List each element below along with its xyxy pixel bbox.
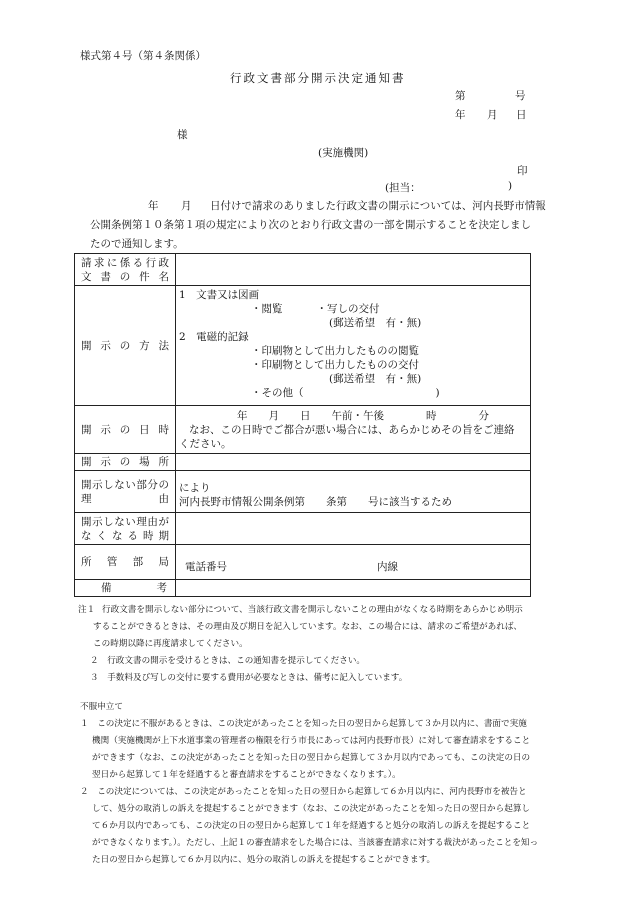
- method-item-2-other: ・その他（ ): [251, 387, 440, 399]
- method-item-1-mail: (郵送希望 有・無): [329, 317, 422, 329]
- appeal-2-line-2: して、処分の取消しの訴えを提起することができます（なお、この決定があったことを知った日の翌日から起算し: [92, 804, 531, 814]
- addressee-honorific: 様: [177, 129, 188, 141]
- intro-line-2: 公開条例第１０条第１項の規定により次のとおり行政文書の一部を開示することを決定しまし: [90, 219, 531, 231]
- row-subject: [75, 254, 531, 286]
- date-year: 年: [455, 109, 466, 121]
- method-item-2-view: ・印刷物として出力したものの閲覧: [251, 345, 419, 357]
- method-item-2: 2 電磁的記録: [179, 331, 249, 343]
- appeal-1-line-3: ができます（なお、この決定があったことを知った日の翌日から起算して３か月以内であっても、この決定の日の: [92, 753, 531, 763]
- row-place: [75, 454, 531, 471]
- note-2: ２ 行政文書の開示を受けるときは、この通知書を提示してください。: [90, 656, 366, 666]
- agency-label: (実施機関): [318, 147, 369, 159]
- seal-mark: 印: [517, 165, 528, 177]
- method-label: 開示の方法: [75, 286, 176, 406]
- appeal-1-line-2: 機関（実施機関が上下水道事業の管理者の権限を行う市長にあっては河内長野市長）に対して審査請求をすること: [92, 736, 531, 746]
- reason-value: [176, 471, 531, 513]
- datetime-note-2: ください。: [179, 437, 232, 450]
- number-go: 号: [515, 90, 526, 102]
- contact-open: (担当：: [385, 182, 421, 194]
- datetime-fields: 年 月 日 午前・午後 時 分: [237, 409, 489, 422]
- datetime-note-1: なお、この日時でご都合が悪い場合には、あらかじめその旨をご連絡: [189, 423, 515, 436]
- row-expiry: [75, 513, 531, 545]
- number-dai: 第: [455, 90, 466, 102]
- method-value: [176, 286, 531, 406]
- method-item-1-options: ・閲覧 ・写しの交付: [251, 303, 380, 315]
- subject-label: 請求に係る行政 文書の件名: [75, 254, 176, 286]
- reason-text-1: により: [179, 482, 211, 494]
- note-1-head: 注１: [78, 605, 96, 615]
- remarks-value: [176, 580, 531, 597]
- appeal-2-line-4: ができなくなります。）。ただし、上記１の審査請求をした場合には、当該審査請求に対する裁決があったことを知っ: [92, 838, 539, 848]
- method-item-2-mail: (郵送希望 有・無): [329, 373, 422, 385]
- appeal-1-line-1: １ この決定に不服があるときは、この決定があったことを知った日の翌日から起算して３か月以内に、書面で実施: [80, 719, 527, 729]
- department-value: [176, 545, 531, 580]
- expiry-value: [176, 513, 531, 545]
- department-phone: 電話番号: [185, 560, 227, 573]
- department-extension: 内線: [377, 560, 398, 573]
- document-title: 行政文書部分開示決定通知書: [230, 71, 406, 85]
- date-month: 月: [487, 109, 498, 121]
- datetime-value: [176, 406, 531, 454]
- place-label: 開示の場所: [75, 454, 176, 471]
- remarks-label: 備考: [75, 580, 176, 597]
- intro-line-1: 日付けで請求のありました行政文書の開示については、河内長野市情報: [210, 200, 546, 212]
- department-label: 所管部局: [75, 545, 176, 580]
- contact-close: ): [508, 180, 513, 192]
- form-number: 様式第４号（第４条関係）: [80, 50, 206, 62]
- row-method: [75, 286, 531, 406]
- method-item-1: 1 文書又は図画: [179, 289, 260, 301]
- appeal-2-line-3: て６か月以内であっても、この決定の日の翌日から起算して１年を経過すると処分の取消しの訴えを提起すること: [92, 821, 531, 831]
- row-datetime: [75, 406, 531, 454]
- appeal-1-line-4: 翌日から起算して１年を経過すると審査請求をすることができなくなります。）。: [92, 770, 401, 780]
- expiry-label: 開示しない理由が なくなる時期: [75, 513, 176, 545]
- note-1-line-2: することができるときは、その理由及び期日を記入しています。なお、この場合には、請求のご希望があれば、: [93, 622, 523, 632]
- appeal-title: 不服申立て: [80, 702, 123, 712]
- row-department: [75, 545, 531, 580]
- intro-year: 年: [148, 200, 159, 212]
- reason-label: 開示しない部分の 理 由: [75, 471, 176, 513]
- row-remarks: [75, 580, 531, 597]
- datetime-label: 開示の日時: [75, 406, 176, 454]
- appeal-2-line-1: ２ この決定については、この決定があったことを知った日の翌日から起算して６か月以内に、河内長野市を被告と: [80, 787, 527, 797]
- method-item-2-copy: ・印刷物として出力したものの交付: [251, 359, 419, 371]
- place-value: [176, 454, 531, 471]
- subject-value: [176, 254, 531, 286]
- date-day: 日: [516, 109, 527, 121]
- intro-line-3: たので通知します。: [90, 238, 184, 250]
- note-1-line-3: この時期以降に再度請求してください。: [93, 639, 248, 649]
- row-reason: [75, 471, 531, 513]
- intro-month: 月: [181, 200, 192, 212]
- disclosure-table: [74, 253, 531, 597]
- reason-text-2: 河内長野市情報公開条例第 条第 号に該当するため: [179, 496, 452, 508]
- note-3: ３ 手数料及び写しの交付に要する費用が必要なときは、備考に記入しています。: [90, 673, 408, 683]
- note-1-line-1: 行政文書を開示しない部分について、当該行政文書を開示しないことの理由がなくなる時期をあらかじめ明示: [102, 605, 523, 615]
- appeal-2-line-5: た日の翌日から起算して６か月以内に、処分の取消しの訴えを提起することができます。: [92, 855, 436, 865]
